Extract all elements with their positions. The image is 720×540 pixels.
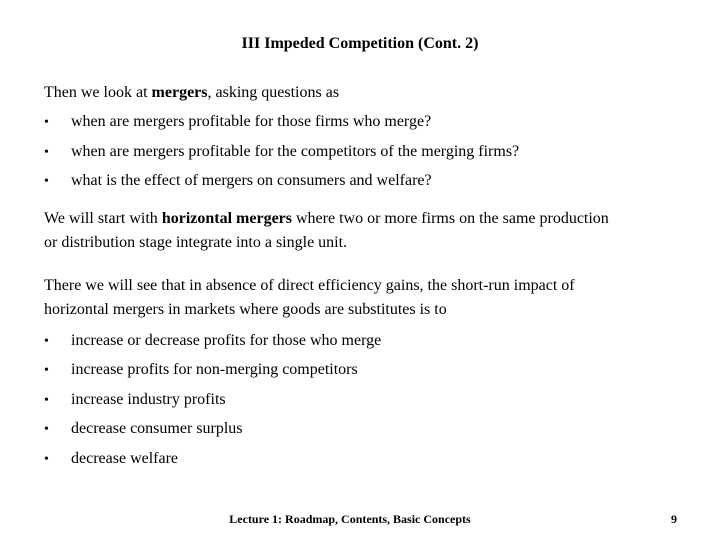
para2-line2: or distribution stage integrate into a single unit.: [44, 234, 348, 251]
bullet-icon: •: [44, 422, 49, 437]
list-item: [44, 331, 381, 352]
paragraph-horizontal-mergers: [44, 207, 609, 255]
effect-text: decrease welfare: [71, 450, 179, 467]
question-text: what is the effect of mergers on consumers and welfare?: [71, 172, 432, 189]
effect-text: increase industry profits: [71, 391, 226, 408]
bullet-icon: •: [44, 452, 49, 467]
effect-text: increase or decrease profits for those who merge: [71, 332, 382, 349]
list-item: [44, 360, 358, 381]
para2-prefix: We will start with: [44, 210, 162, 227]
para2-suffix: where two or more firms on the same production: [292, 210, 609, 227]
question-text: when are mergers profitable for the competitors of the merging firms?: [71, 143, 520, 160]
intro-line: [44, 81, 339, 105]
bullet-icon: •: [44, 363, 49, 378]
question-text: when are mergers profitable for those firms who merge?: [71, 113, 432, 130]
list-item: [44, 449, 178, 470]
para2-bold-term: horizontal mergers: [161, 210, 292, 227]
intro-suffix: , asking questions as: [207, 84, 340, 101]
effect-text: increase profits for non-merging competitors: [71, 361, 358, 378]
list-item: [44, 171, 432, 192]
para3-line2: horizontal mergers in markets where goods are substitutes is to: [44, 301, 447, 318]
page-number: 9: [671, 512, 677, 526]
bullet-icon: •: [44, 393, 49, 408]
effect-text: decrease consumer surplus: [71, 420, 243, 437]
intro-prefix: Then we look at: [44, 84, 152, 101]
list-item: [44, 142, 519, 163]
paragraph-short-run-impact: [44, 274, 575, 322]
slide-title: III Impeded Competition (Cont. 2): [241, 35, 479, 52]
para3-line1: There we will see that in absence of direct efficiency gains, the short-run impact of: [44, 277, 575, 294]
bullet-icon: •: [44, 174, 49, 189]
bullet-icon: •: [44, 334, 49, 349]
bullet-icon: •: [44, 115, 49, 130]
list-item: [44, 419, 243, 440]
list-item: [44, 112, 431, 133]
list-item: [44, 390, 226, 411]
bullet-icon: •: [44, 145, 49, 160]
intro-bold-term: mergers: [151, 84, 208, 101]
footer-title: Lecture 1: Roadmap, Contents, Basic Concepts: [229, 512, 471, 526]
